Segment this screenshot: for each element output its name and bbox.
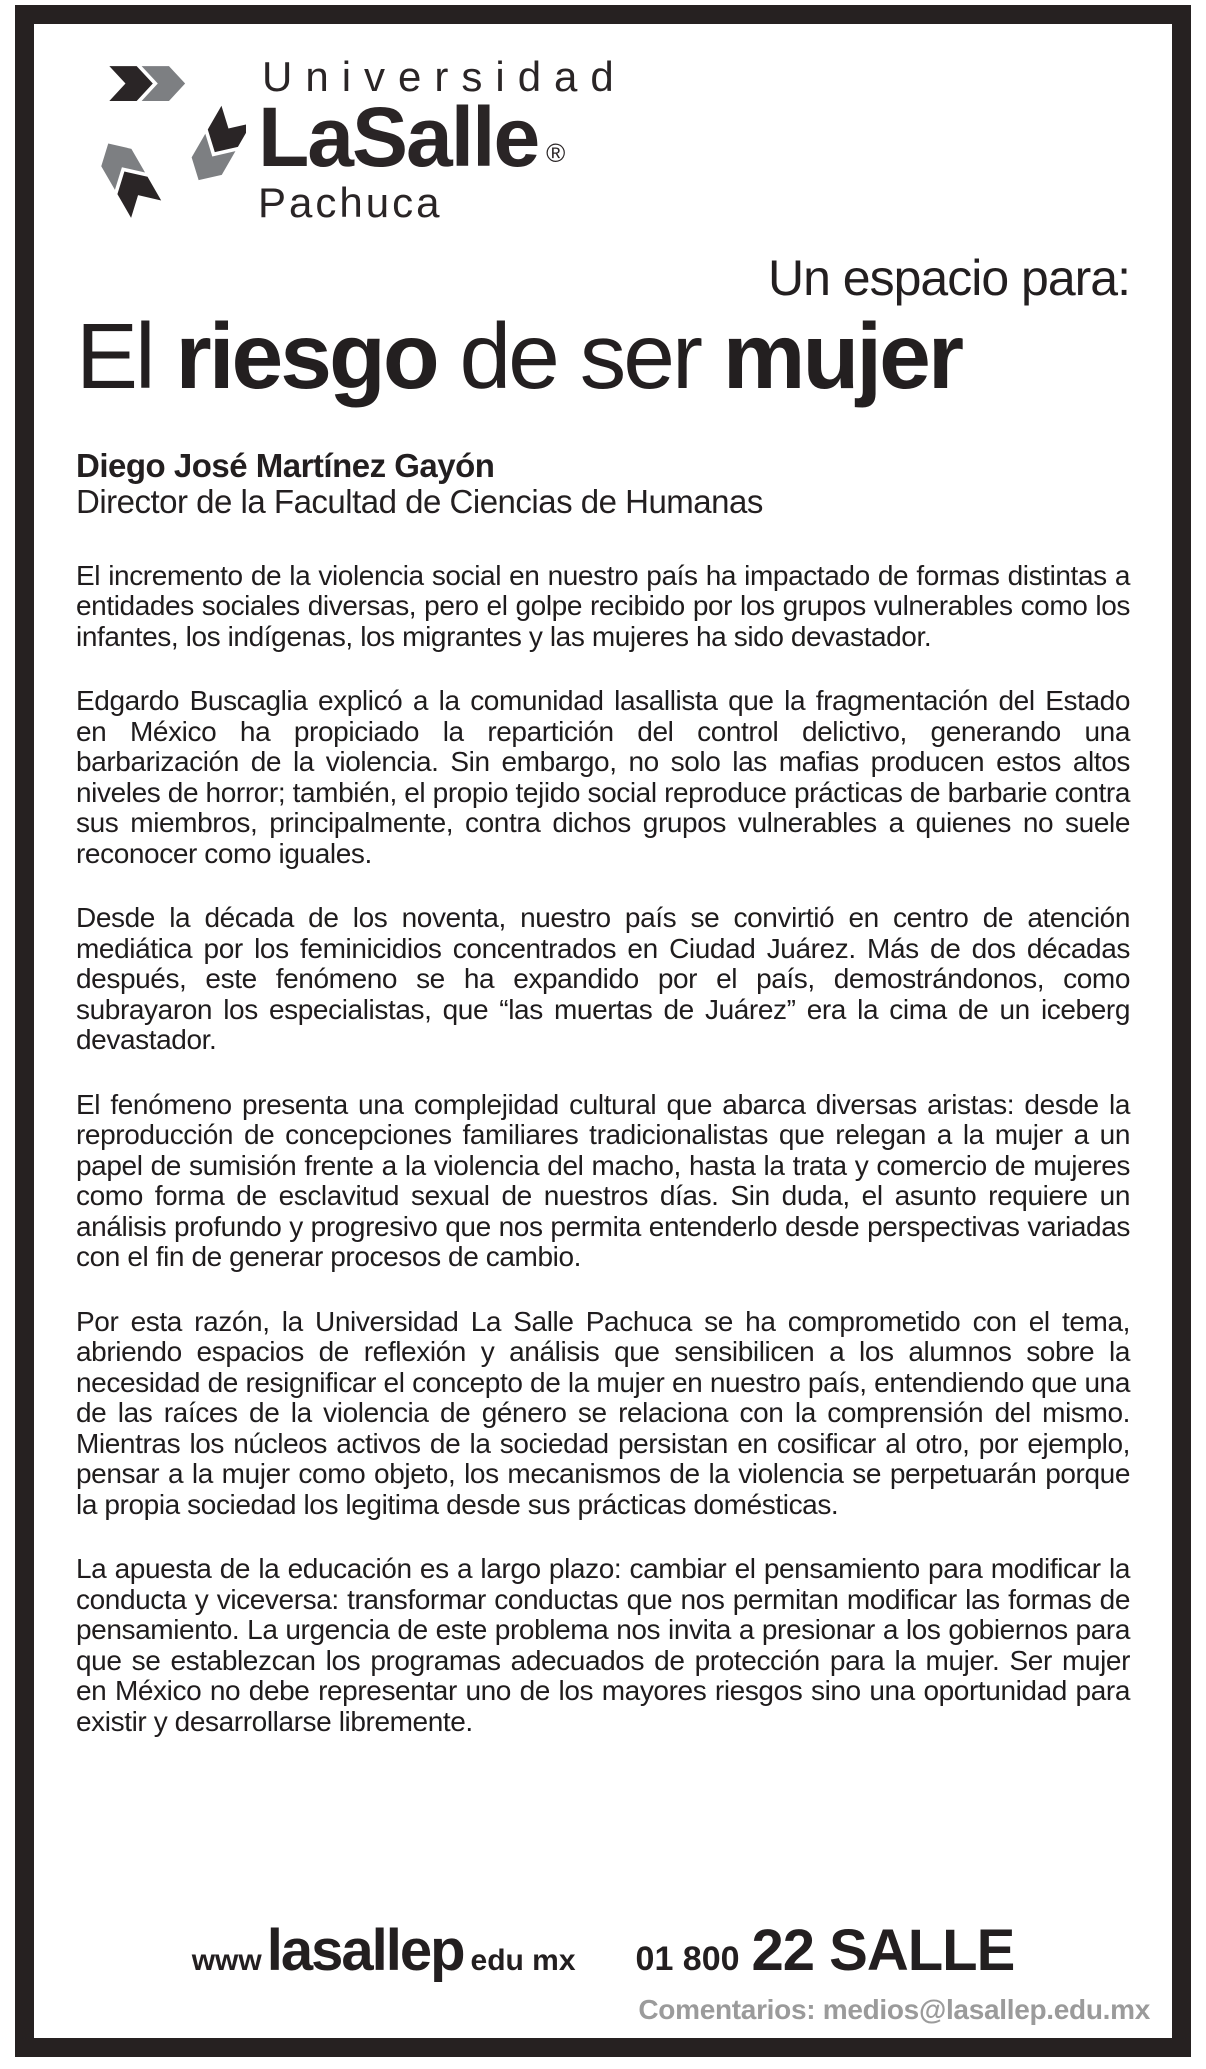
website-domain: lasallep — [266, 1918, 464, 1983]
registered-trademark-icon: ® — [546, 138, 566, 168]
page-title — [76, 304, 1130, 409]
article-paragraph: Edgardo Buscaglia explicó a la comunidad lasallista que la fragmentación del Estado en México ha propiciado la repartición del control delictivo, generando una barbarización de la violencia. Sin embargo, no solo las mafias producen estos altos niveles de horror; también, el propio tejido social reproduce prácticas de barbarie contra sus miembros, principalmente, contra dichos grupos vulnerables a quienes no suele reconocer como iguales. — [76, 685, 1130, 869]
title-segment: de ser — [436, 304, 723, 409]
lasalle-knot-icon — [82, 46, 246, 218]
author-role: Director de la Facultad de Ciencias de Humanas — [76, 483, 763, 521]
author-name: Diego José Martínez Gayón — [76, 447, 495, 485]
page-frame — [15, 5, 1191, 2057]
title-segment-bold: riesgo — [175, 304, 437, 409]
article-paragraph: El incremento de la violencia social en nuestro país ha impactado de formas distintas a entidades sociales diversas, pero el golpe recibido por los grupos vulnerables como los infantes, los indígenas, los migrantes y las mujeres ha sido devastador. — [76, 559, 1130, 652]
logo-institution: Universidad — [262, 53, 627, 100]
website-suffix: edu mx — [470, 1944, 576, 1977]
university-logo — [76, 46, 1130, 226]
kicker: Un espacio para: — [767, 249, 1130, 306]
article-paragraph: El fenómeno presenta una complejidad cultural que abarca diversas aristas: desde la reproducción de concepciones familiares tradicionalistas que relegan a la mujer a un papel de sumisión frente a la violencia del macho, hasta la trata y comercio de mujeres como forma de esclavitud sexual de nuestros días. Sin duda, el asunto requiere un análisis profundo y progresivo que nos permita entenderlo desde perspectivas variadas con el fin de generar procesos de cambio. — [76, 1088, 1130, 1273]
logo-text — [258, 46, 627, 226]
article-paragraph: La apuesta de la educación es a largo plazo: cambiar el pensamiento para modificar la conducta y viceversa: transformar conductas que nos permitan modificar las formas de pensamiento. La urgencia de este problema nos invita a presionar a los gobiernos para que se establezcan los programas adecuados de protección para la mujer. Ser mujer en México no debe representar uno de los mayores riesgos sino una oportunidad para existir y desarrollarse libremente. — [76, 1553, 1130, 1737]
page-content — [34, 24, 1172, 2038]
logo-campus: Pachuca — [258, 178, 443, 226]
website-www: www — [191, 1944, 262, 1977]
footer-contact — [34, 1917, 1172, 1984]
phone-number: 22 SALLE — [751, 1918, 1015, 1983]
article-paragraph: Desde la década de los noventa, nuestro país se convirtió en centro de atención mediática por los feminicidios concentrados en Ciudad Juárez. Más de dos décadas después, este fenómeno se ha expandido por el país, demostrándonos, como subrayaron los especialistas, que “las muertas de Juárez” era la cima de un iceberg devastador. — [76, 902, 1130, 1056]
title-segment: El — [76, 304, 176, 409]
title-segment-bold: mujer — [722, 304, 962, 409]
phone-prefix: 01 800 — [635, 1940, 740, 1978]
comments-line: Comentarios: medios@lasallep.edu.mx — [638, 1994, 1150, 2025]
author-block — [76, 448, 1130, 521]
logo-wordmark: LaSalle — [258, 90, 539, 184]
article-body — [76, 561, 1130, 1738]
article-paragraph: Por esta razón, la Universidad La Salle Pachuca se ha comprometido con el tema, abriendo espacios de reflexión y análisis que sensibilicen a los alumnos sobre la necesidad de resignificar el concepto de la mujer en nuestro país, entendiendo que una de las raíces de la violencia de género se relaciona con la comprensión del mismo. Mientras los núcleos activos de la sociedad persistan en cosificar al otro, por ejemplo, pensar a la mujer como objeto, los mecanismos de la violencia se perpetuarán porque la propia sociedad los legitima desde sus prácticas domésticas. — [76, 1305, 1130, 1520]
